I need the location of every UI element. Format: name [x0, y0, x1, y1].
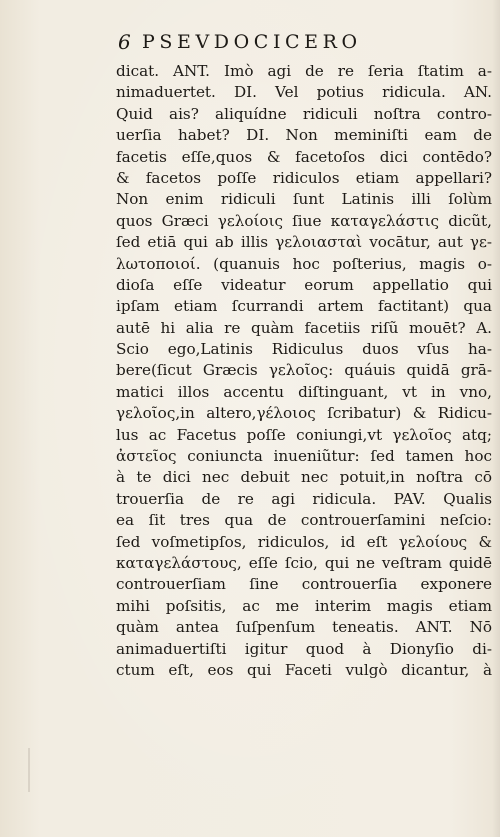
text-line: à te dici nec debuit nec potuit,in noſtra cō [116, 468, 492, 487]
text-line: dicat. ANT. Imò agi de re ſeria ſtatim a- [116, 62, 492, 80]
text-line: nimaduertet. DI. Vel potius ridicula. AN. [116, 83, 492, 102]
text-line: mihi poſsitis, ac me interim magis etiam [116, 596, 492, 615]
running-title: PSEVDOCICERO [142, 31, 362, 53]
text-line: uerſia habet? DI. Non meminiſti eam de [116, 126, 492, 145]
text-line: dioſa eſſe videatur eorum appellatio qui [116, 275, 492, 294]
text-line: Scio ego,Latinis Ridiculus duos vſus ha- [116, 340, 492, 359]
text-line: ea ſit tres qua de controuerſamini neſcio: [116, 511, 492, 530]
text-line: λωτοποιοί. (quanuis hoc poſterius, magis o- [116, 254, 492, 273]
page-edge-shadow [492, 0, 500, 837]
text-line: matici illos accentu diſtinguant, vt in vno, [116, 382, 492, 401]
text-line: Quid ais? aliquídne ridiculi noſtra contro- [116, 104, 492, 123]
text-line: controuerſiam ſine controuerſia exponere [116, 575, 492, 594]
text-line: bere(ſicut Græcis γελοῖος: quáuis quidā grā- [116, 361, 492, 380]
text-line: trouerſia de re agi ridicula. PAV. Qualis [116, 489, 492, 508]
text-line: ἀστεῖος coniuncta inueniũtur: ſed tamen hoc [116, 447, 492, 466]
text-line: autē hi alia re quàm facetiis riſũ mouēt? A. [116, 318, 492, 337]
text-line: facetis eſſe,quos & facetoſos dici contēdo? [116, 147, 492, 166]
text-line: lus ac Facetus poſſe coniungi,vt γελοῖος atq; [116, 425, 492, 444]
text-line: ſed etiā qui ab illis γελοιασταὶ vocātur, aut γε- [116, 233, 492, 252]
margin-mark [28, 748, 30, 792]
text-line: ipſam etiam ſcurrandi artem factitant) qua [116, 297, 492, 316]
text-line: γελοῖος,in altero,γέλοιος ſcribatur) & Ridicu- [116, 404, 492, 423]
text-line: animaduertiſti igitur quod à Dionyſio di- [116, 639, 492, 658]
text-line: quàm antea ſuſpenſum teneatis. ANT. Nō [116, 618, 492, 637]
text-line: quos Græci γελοίοις ſiue καταγελάστις dicũt, [116, 211, 492, 230]
text-line: Non enim ridiculi ſunt Latinis illi ſolùm [116, 190, 492, 209]
page-number: 6 [118, 30, 131, 54]
text-line: καταγελάστους, eſſe ſcio, qui ne veſtram quidē [116, 553, 492, 572]
text-line: ſed voſmetipſos, ridiculos, id eſt γελοίους & [116, 532, 492, 551]
body-text [116, 61, 492, 681]
text-line: ctum eſt, eos qui Faceti vulgò dicantur, à [116, 660, 492, 679]
text-line: & facetos poſſe ridiculos etiam appellari? [116, 168, 492, 187]
page-header [118, 30, 478, 56]
